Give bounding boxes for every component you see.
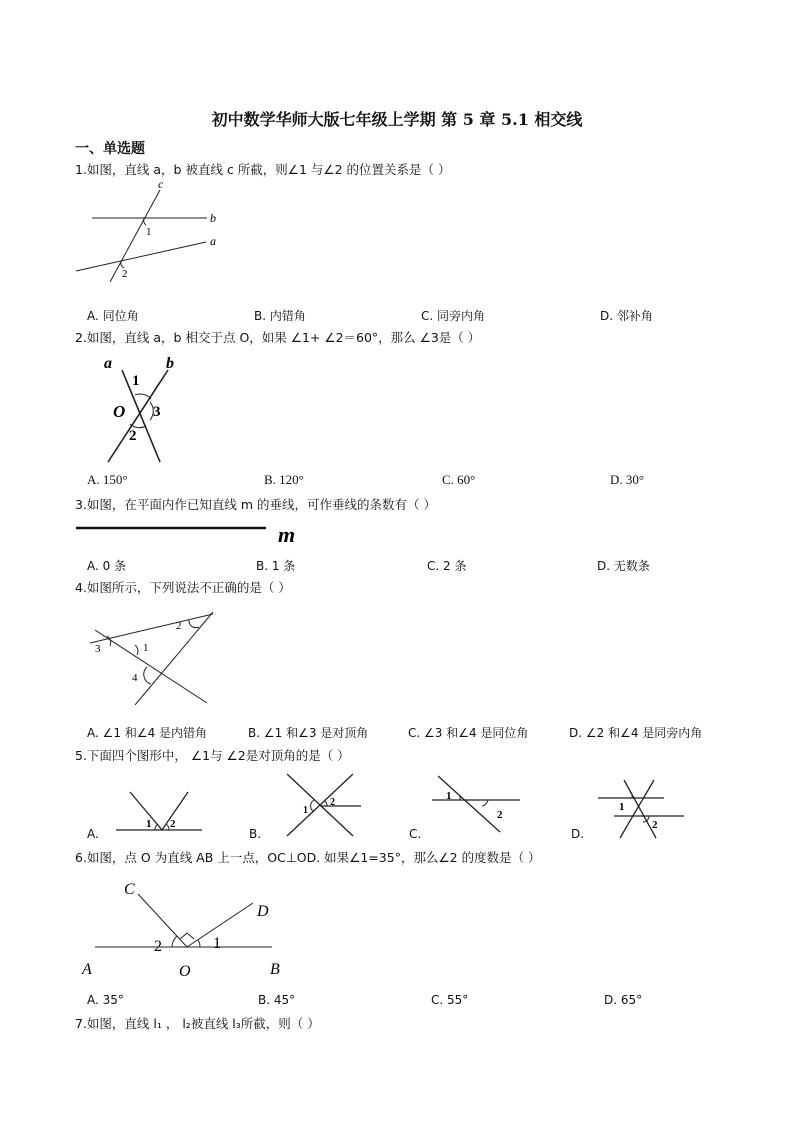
fig6-label-c: C [124, 881, 135, 898]
question-6-text: 6.如图，点 O 为直线 AB 上一点，OC⊥OD. 如果∠1=35°，那么∠2 的度数是（ ） [75, 850, 541, 865]
question-1-option-b[interactable]: B. 内错角 [254, 309, 306, 323]
question-4-option-a[interactable]: A. ∠1 和∠4 是内错角 [87, 726, 208, 740]
question-2-option-b[interactable]: B. 120° [264, 472, 304, 487]
question-5-figure-c [428, 772, 524, 834]
fig5b-label-1: 1 [303, 805, 308, 816]
question-5-figure-d [594, 776, 686, 840]
question-6-option-a[interactable]: A. 35° [87, 993, 124, 1007]
question-2-option-a[interactable]: A. 150° [87, 472, 128, 487]
question-5-figure-a [112, 786, 207, 834]
fig2-label-1: 1 [132, 373, 140, 389]
question-6-option-b[interactable]: B. 45° [258, 993, 296, 1007]
fig5c-label-1: 1 [446, 790, 452, 802]
question-5-option-c[interactable]: C. [409, 827, 422, 841]
question-3-option-c[interactable]: C. 2 条 [427, 559, 467, 573]
question-3-option-d[interactable]: D. 无数条 [597, 559, 650, 573]
question-1-text: 1.如图，直线 a，b 被直线 c 所截，则∠1 与∠2 的位置关系是（ ） [75, 162, 451, 177]
fig4-label-2: 2 [176, 620, 182, 632]
fig5a-label-1: 1 [146, 818, 152, 830]
fig3-label-m: m [278, 522, 296, 547]
question-5-text: 5.下面四个图形中， ∠1与 ∠2是对顶角的是（ ） [75, 748, 350, 763]
question-6-option-d[interactable]: D. 65° [604, 993, 643, 1007]
fig1-label-b: b [210, 211, 216, 225]
fig4-label-3: 3 [95, 643, 101, 655]
fig1-label-c: c [158, 177, 164, 191]
fig2-label-3: 3 [153, 404, 161, 420]
question-5-figure-b [283, 770, 365, 838]
question-7-text: 7.如图，直线 l₁ ， l₂被直线 l₃所截，则（ ） [75, 1016, 320, 1031]
question-1-option-c[interactable]: C. 同旁内角 [421, 309, 486, 323]
question-1-option-d[interactable]: D. 邻补角 [600, 309, 653, 323]
question-6-option-c[interactable]: C. 55° [431, 993, 469, 1007]
question-2-figure [100, 352, 190, 464]
fig6-label-a: A [82, 961, 92, 978]
fig6-label-b: B [270, 961, 280, 978]
fig2-label-a: a [104, 355, 112, 372]
question-2-option-c[interactable]: C. 60° [442, 472, 476, 487]
question-2-text: 2.如图，直线 a，b 相交于点 O，如果 ∠1+ ∠2＝60°，那么 ∠3是（ ） [75, 330, 481, 345]
question-3-option-a[interactable]: A. 0 条 [87, 559, 127, 573]
question-5-option-d[interactable]: D. [571, 827, 585, 841]
question-1-option-a[interactable]: A. 同位角 [87, 309, 139, 323]
fig4-label-4: 4 [132, 672, 138, 684]
question-3-option-b[interactable]: B. 1 条 [256, 559, 296, 573]
fig6-label-o: O [179, 963, 191, 980]
question-4-option-d[interactable]: D. ∠2 和∠4 是同旁内角 [569, 726, 703, 740]
fig5d-label-2: 2 [652, 819, 658, 831]
question-4-text: 4.如图所示，下列说法不正确的是（ ） [75, 580, 291, 595]
fig2-label-o: O [113, 402, 126, 421]
section-heading: 一、单选题 [75, 141, 145, 157]
question-3-figure [76, 520, 316, 548]
fig5b-label-2: 2 [330, 797, 335, 808]
page-title: 初中数学华师大版七年级上学期 第 5 章 5.1 相交线 [211, 110, 583, 129]
question-4-figure [85, 600, 215, 705]
fig5c-label-2: 2 [497, 809, 503, 821]
fig1-label-2: 2 [122, 268, 128, 280]
fig2-label-2: 2 [129, 428, 137, 444]
fig6-label-1: 1 [213, 935, 221, 952]
fig5a-label-2: 2 [170, 818, 176, 830]
fig1-label-1: 1 [146, 226, 152, 238]
fig5d-label-1: 1 [619, 801, 625, 813]
fig1-label-a: a [210, 234, 216, 248]
fig2-label-b: b [166, 355, 174, 372]
fig6-label-2: 2 [154, 938, 162, 955]
question-4-option-b[interactable]: B. ∠1 和∠3 是对顶角 [248, 726, 369, 740]
question-5-option-a[interactable]: A. [87, 827, 99, 841]
fig4-label-1: 1 [143, 642, 149, 654]
question-5-option-b[interactable]: B. [249, 827, 262, 841]
question-3-text: 3.如图，在平面内作已知直线 m 的垂线，可作垂线的条数有（ ） [75, 497, 437, 512]
question-1-figure [72, 178, 232, 283]
fig6-label-d: D [257, 903, 269, 920]
question-2-option-d[interactable]: D. 30° [610, 472, 645, 487]
question-6-figure [80, 876, 290, 980]
question-4-option-c[interactable]: C. ∠3 和∠4 是同位角 [408, 726, 529, 740]
